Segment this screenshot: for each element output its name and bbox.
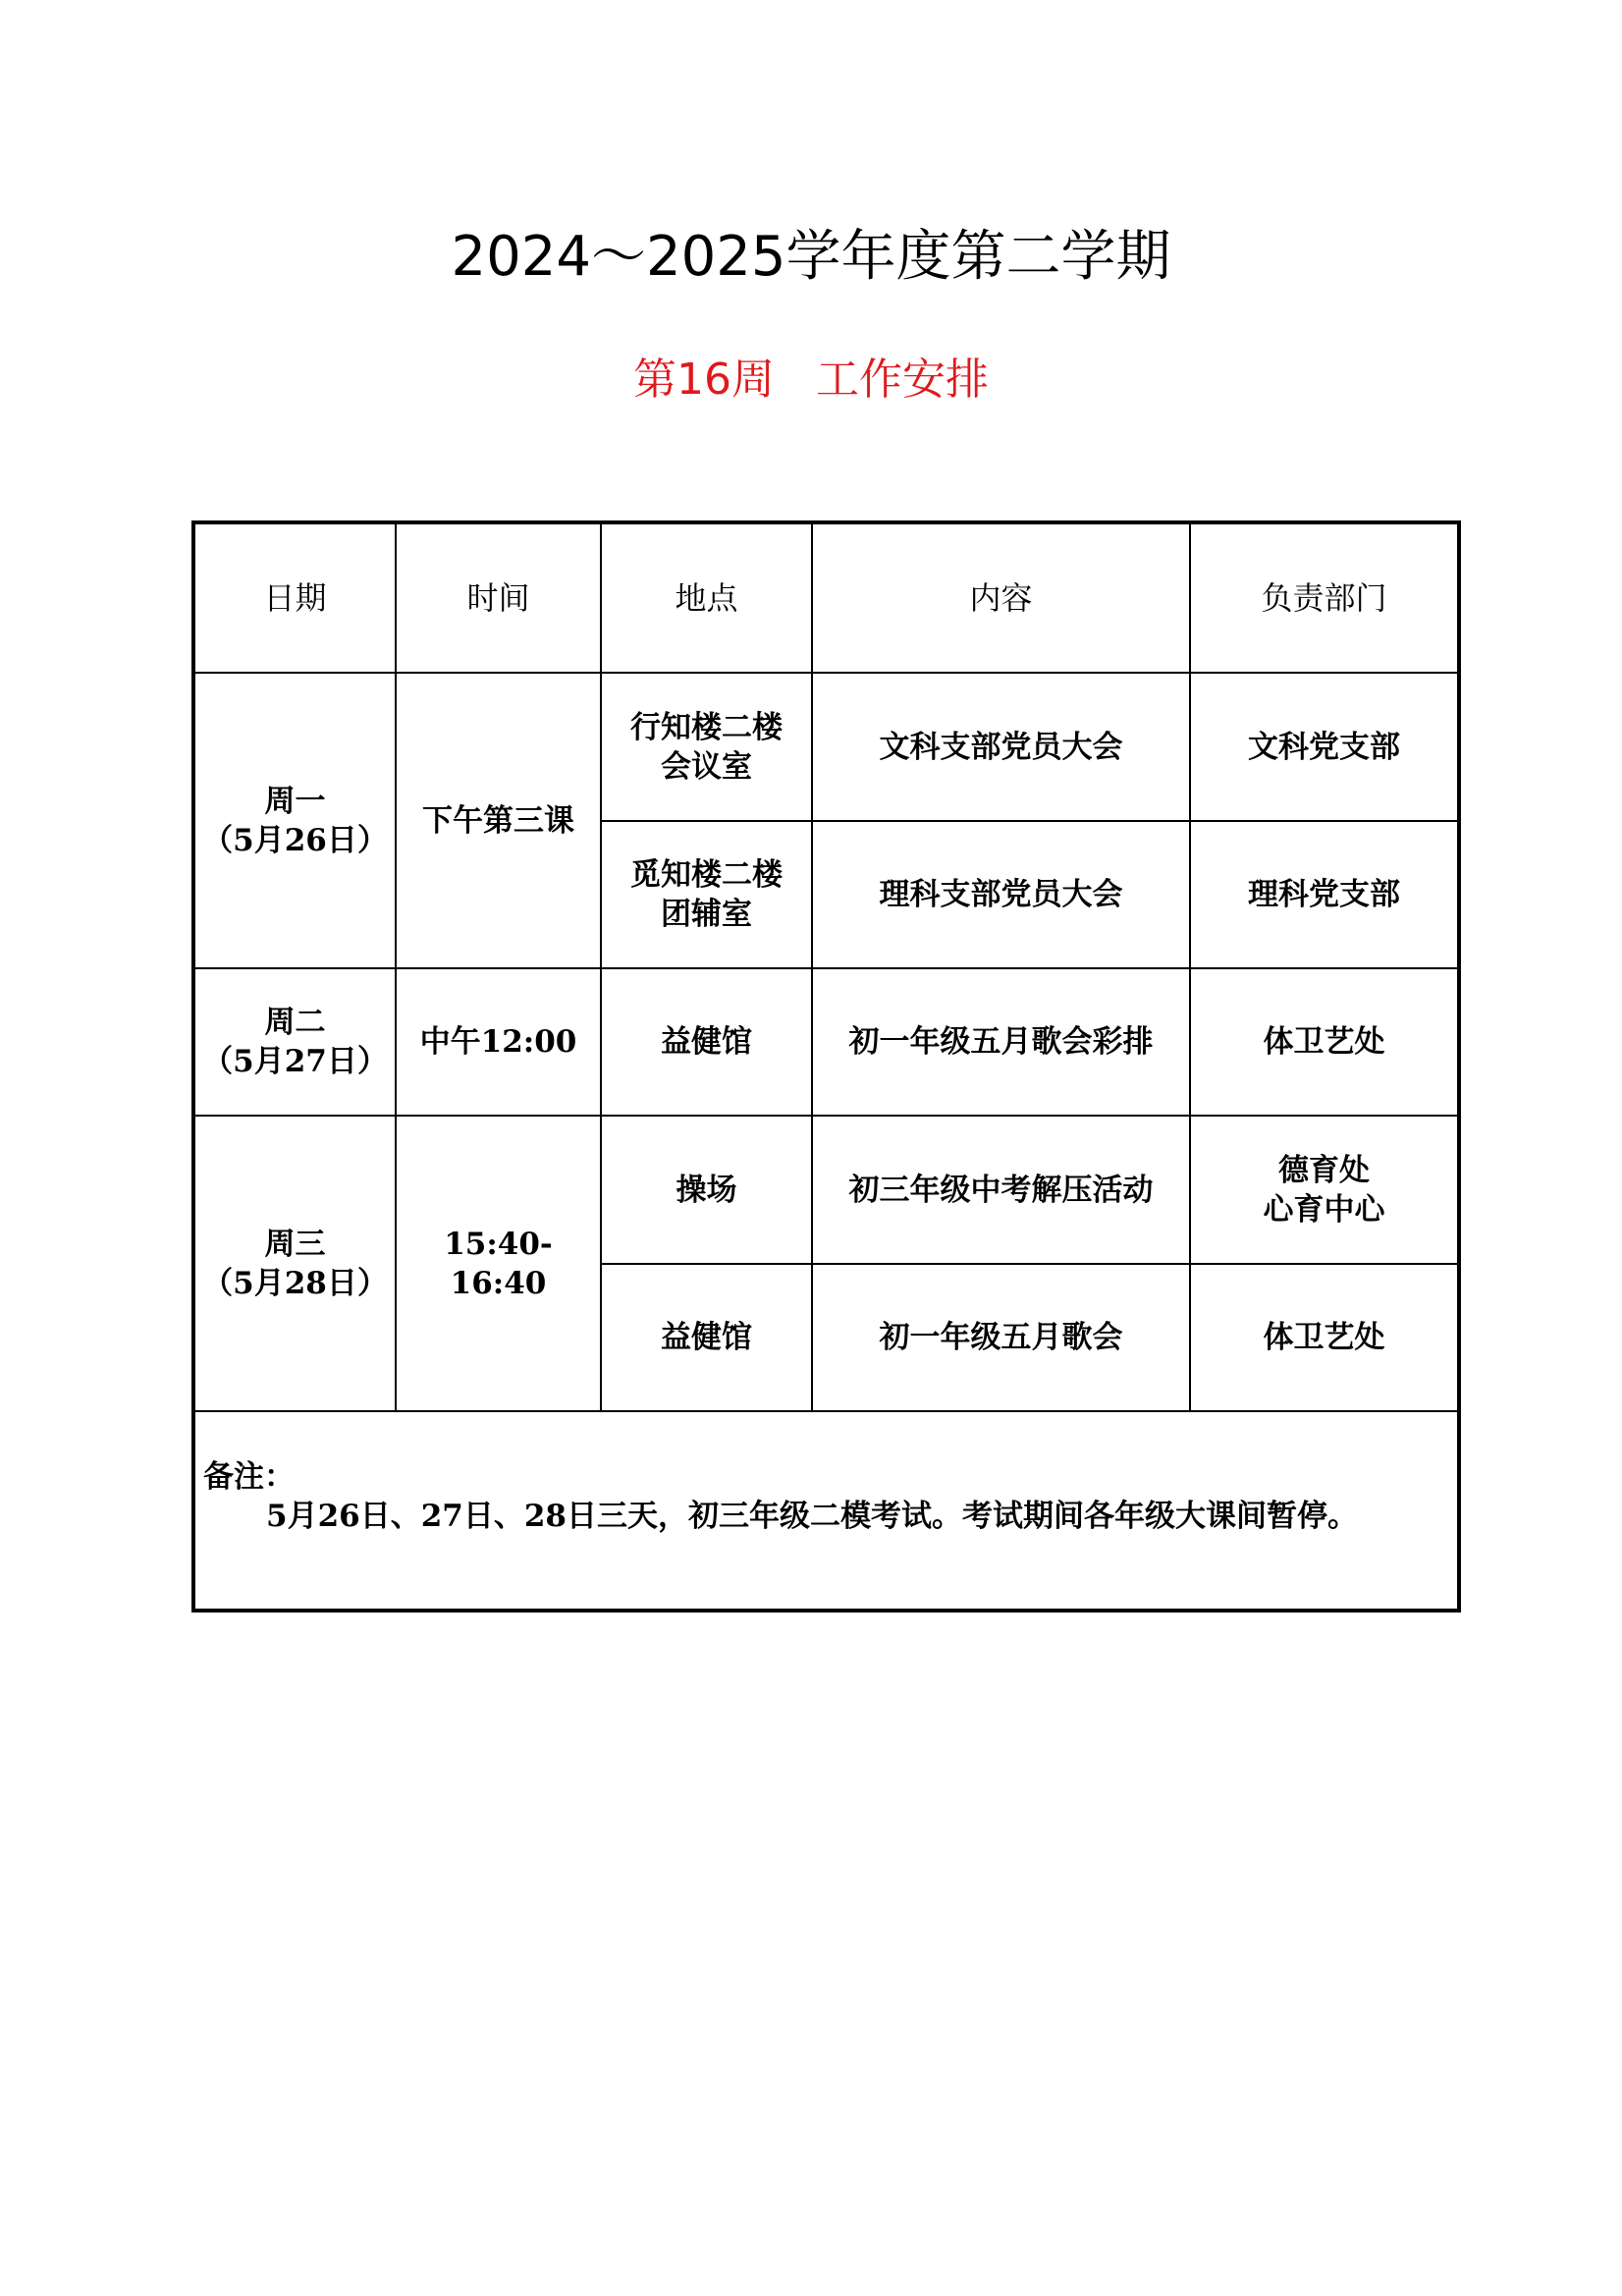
place-cell — [602, 674, 811, 820]
time-cell — [397, 969, 600, 1115]
department-cell — [1191, 1117, 1457, 1263]
department-cell — [1191, 969, 1457, 1115]
place-text: 操场 — [676, 1172, 737, 1208]
department-text: 体卫艺处 — [1263, 1024, 1385, 1060]
date-cell — [195, 1117, 395, 1410]
date-cell — [195, 674, 395, 967]
content-cell — [813, 1265, 1189, 1410]
date-cell — [195, 969, 395, 1115]
date-text: 周一 （5月26日） — [202, 783, 388, 858]
time-text: 下午第三课 — [422, 802, 574, 839]
date-text: 周三 （5月28日） — [202, 1226, 388, 1301]
content-text: 初一年级五月歌会 — [879, 1320, 1123, 1355]
place-cell — [602, 1265, 811, 1410]
time-cell — [397, 1117, 600, 1410]
note-label: 备注： — [203, 1459, 295, 1495]
department-cell — [1191, 822, 1457, 967]
header-department: 负责部门 — [1261, 579, 1387, 617]
header-time: 时间 — [466, 579, 530, 617]
content-text: 初一年级五月歌会彩排 — [848, 1024, 1154, 1060]
content-cell — [813, 674, 1189, 820]
row-divider — [195, 1410, 1457, 1412]
schedule-table — [191, 520, 1461, 1613]
content-text: 理科支部党员大会 — [879, 877, 1123, 912]
department-text: 体卫艺处 — [1263, 1320, 1385, 1355]
department-cell — [1191, 1265, 1457, 1410]
department-text: 德育处 心育中心 — [1263, 1152, 1385, 1228]
place-cell — [602, 1117, 811, 1263]
place-text: 益健馆 — [661, 1320, 752, 1355]
content-cell — [813, 969, 1189, 1115]
place-text: 行知楼二楼 会议室 — [630, 709, 783, 785]
place-cell — [602, 969, 811, 1115]
department-text: 文科党支部 — [1248, 729, 1400, 765]
content-text: 文科支部党员大会 — [879, 729, 1123, 765]
page-title: 2024～2025学年度第二学期 — [451, 225, 1171, 289]
department-text: 理科党支部 — [1248, 877, 1400, 912]
header-place: 地点 — [675, 579, 738, 617]
header-content: 内容 — [969, 579, 1033, 617]
place-cell — [602, 822, 811, 967]
date-text: 周二 （5月27日） — [202, 1005, 388, 1079]
time-text: 中午12:00 — [419, 1024, 577, 1060]
place-text: 觅知楼二楼 团辅室 — [630, 857, 783, 932]
content-cell — [813, 1117, 1189, 1263]
time-text: 15:40-16:40 — [444, 1226, 553, 1301]
note-text: 5月26日、27日、28日三天，初三年级二模考试。考试期间各年级大课间暂停。 — [266, 1499, 1358, 1534]
place-text: 益健馆 — [661, 1024, 752, 1060]
time-cell — [397, 674, 600, 967]
header-date: 日期 — [263, 579, 327, 617]
content-text: 初三年级中考解压活动 — [848, 1172, 1154, 1208]
department-cell — [1191, 674, 1457, 820]
page-subtitle: 第16周 工作安排 — [633, 355, 989, 405]
content-cell — [813, 822, 1189, 967]
